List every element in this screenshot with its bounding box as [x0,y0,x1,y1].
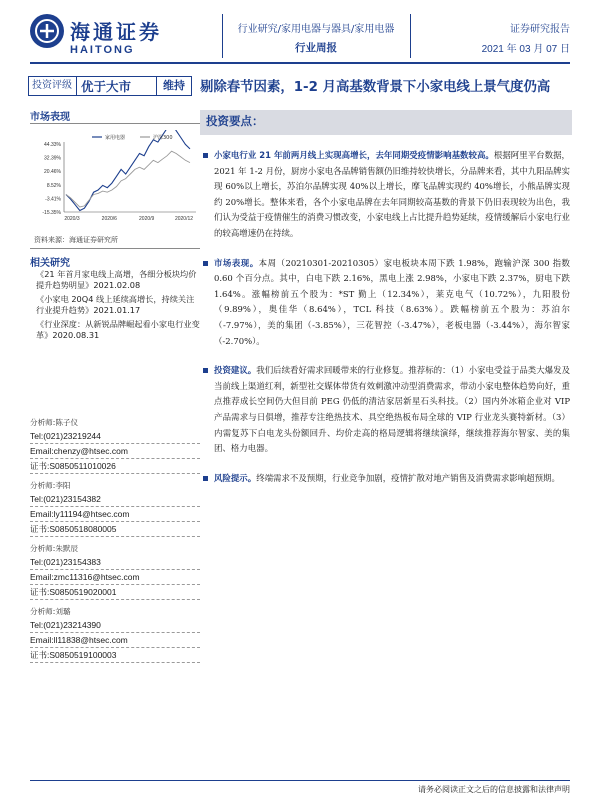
analyst-tel: Tel:(021)23154383 [30,555,200,570]
chart-y-tick-label: 44.33% [44,142,61,148]
analyst-cert: 证书:S0850518080005 [30,522,200,537]
header-rule [30,62,570,64]
rating-change: 维持 [156,77,191,95]
bullet-square-icon [203,261,208,266]
related-item[interactable]: 《21 年首月家电线上高增，各细分板块均价提升趋势明显》2021.02.08 [36,269,197,291]
analyst-card [30,605,200,663]
analyst-email[interactable]: Email:ly11194@htsec.com [30,507,200,522]
key-point-text: 本周（20210301-20210305）家电板块本周下跌 1.98%，跑输沪深 300 指数 0.60 个百分点。其中，白电下跌 2.16%，黑电上涨 2.98%，小家电下跌 2.37%，厨电下跌 1.64%。涨幅榜前五个股为：*ST 勤上（12.34%），莱克电气（10.72%），九阳股份（9.89%），奥佳华（8.64%），TCL 科技（8.63%）。跌幅榜前五个股为：苏泊尔（-7.97%），美的集团（-3.85%），三花智控（-3.47%），老板电器（-3.44%），海尔智家（-2.70%）。 [214,257,570,346]
footer-disclaimer[interactable]: 请务必阅读正文之后的信息披露和法律声明 [418,785,570,794]
analyst-name: 分析师:朱默辰 [30,544,79,553]
key-point-text: 根据阿里平台数据，2021 年 1-2 月份，厨房小家电各品牌销售额仍旧维持较快增长，分品牌来看，其中九阳品牌实现 60%以上增长，苏泊尔品牌实现 40%以上增长，摩飞品牌实现约 40%增长，小熊品牌实现约 20%增长。整体来看，各个小家电品牌在去年同期较高基数的背景下仍旧表现较为出色，我们认为受益于疫情催生的消费习惯改变，小家电线上占比提升趋势延续，疫情缓解后小家电行业的较高增速仍在持续。 [214,150,570,238]
chart-y-tick-label: 32.39% [44,155,61,162]
analyst-cert: 证书:S0850519020001 [30,585,200,600]
related-section-title: 相关研究 [30,258,70,269]
analyst-email[interactable]: Email:ll11838@htsec.com [30,633,200,648]
report-type: 行业周报 [295,42,337,54]
header-divider [222,14,223,58]
key-point-heading: 风险提示。 [214,472,257,483]
rating-label: 投资评级 [29,77,77,95]
chart-x-tick-label: 2020/3 [64,216,80,222]
chart-x-tick-label: 2020/6 [101,216,117,222]
related-item[interactable]: 《行业深度：从新锐品牌崛起看小家电行业变革》2020.08.31 [36,318,200,341]
chart-x-tick-label: 2020/12 [174,216,194,222]
chart-legend-label: 沪深300 [153,135,173,141]
chart-y-tick-label: -15.35% [42,210,61,216]
market-performance-chart [30,130,200,230]
key-point-heading: 小家电行业 21 年前两月线上实现高增长，去年同期受疫情影响基数较高。 [214,150,494,160]
analyst-name: 分析师:陈子仪 [30,418,79,427]
analyst-tel: Tel:(021)23154382 [30,492,200,507]
analyst-card [30,542,200,600]
section-rule [30,123,200,124]
company-logo [30,14,190,56]
chart-legend-label: 家用电器 [105,135,126,141]
chart-y-tick-label: 20.46% [44,169,61,176]
chart-y-tick-label: 8.52% [46,182,61,189]
key-point-text: 我们后续看好需求回暖带来的行业修复。推荐标的：（1）小家电受益于品类大爆发及当前线上渠道红利，新型社交媒体带货有效刺激冲动型消费需求，带动小家电整体趋势向好，重点推荐成长空间仍大但目前 PEG 仍低的清洁家居新星石头科技。（2）国内外冰箱企业对 VIP 产品需求与日俱增，推荐专注绝热技术、具空绝热板布局全球的 VIP 行业龙头赛特新材。（3）内需复苏下白电龙头份额回升、均价走高的格局逻辑将继续演绎，继续推荐海尔智家、美的集团、格力电器。 [214,365,571,454]
chart-x-tick-label: 2020/9 [139,216,155,222]
related-research-list [36,269,200,344]
analyst-email[interactable]: Email:zmc11316@htsec.com [30,570,200,585]
analyst-tel: Tel:(021)23214390 [30,618,200,633]
chart-y-tick-label: -3.41% [45,196,61,203]
key-point-heading: 市场表现。 [214,257,259,268]
analyst-card [30,479,200,537]
chart-source: 资料来源：海通证券研究所 [34,236,118,244]
chart-series-line [66,151,190,207]
key-point [214,256,570,350]
related-item[interactable]: 《小家电 20Q4 线上延续高增长，持续关注行业提升趋势》2021.01.17 [36,293,195,316]
bullet-square-icon [203,153,208,158]
analyst-tel: Tel:(021)23219244 [30,429,200,444]
bullet-square-icon [203,476,208,481]
key-points-list [214,148,570,500]
report-title: 剔除春节因素，1-2 月高基数背景下小家电线上景气度仍高 [200,80,551,95]
chart-series-line [66,130,190,211]
key-points-title: 投资要点： [206,114,264,128]
analyst-name: 分析师:李阳 [30,481,71,490]
header-divider [410,14,411,58]
logo-chinese-name: 海通证券 [70,20,162,44]
analyst-cert: 证书:S0850511010026 [30,459,200,474]
logo-english-name: HAITONG [70,44,135,56]
key-point [214,148,570,242]
analyst-list [30,416,200,668]
report-date: 2021 年 03 月 07 日 [481,44,570,55]
rating-value: 优于大市 [81,79,132,94]
series-label: 证券研究报告 [510,24,570,35]
bullet-square-icon [203,368,208,373]
company-seal-icon [30,14,64,48]
analyst-cert: 证书:S0850519100003 [30,648,200,663]
analyst-name: 分析师:刘璐 [30,607,71,616]
analyst-email[interactable]: Email:chenzy@htsec.com [30,444,200,459]
key-point [214,471,570,487]
key-point-heading: 投资建议。 [214,365,257,376]
market-section-title: 市场表现 [30,112,70,123]
rating-box [28,76,192,96]
analyst-card [30,416,200,474]
section-rule [30,248,200,249]
key-point-text: 终端需求不及预期，行业竞争加剧，疫情扩散对地产销售及消费需求影响超预期。 [256,472,560,483]
key-point [214,363,570,457]
industry-path: 行业研究/家用电器与器具/家用电器 [237,24,395,35]
footer-rule [30,780,570,781]
